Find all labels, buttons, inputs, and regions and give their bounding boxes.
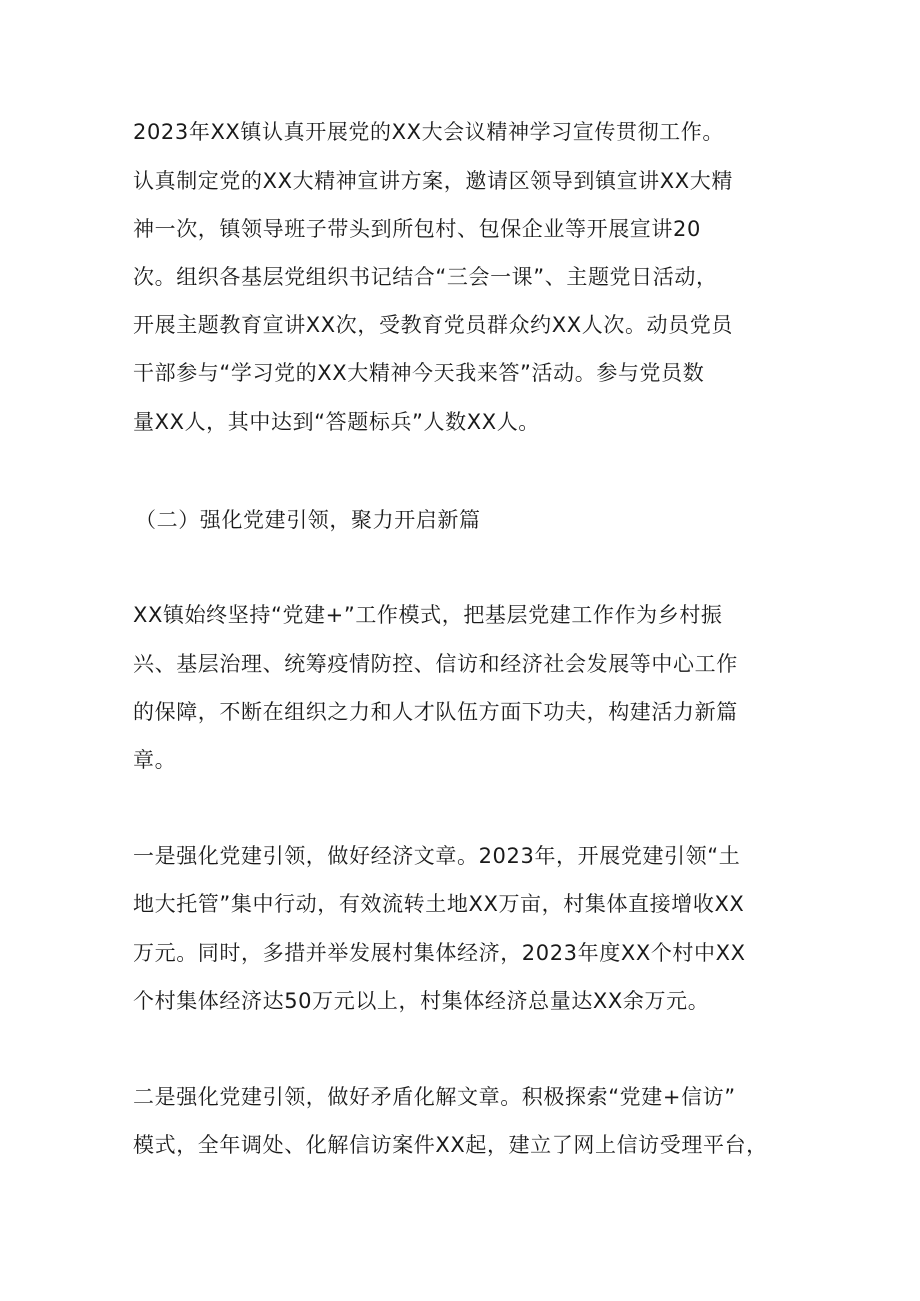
text-line: 万元。同时，多措并举发展村集体经济，2023年度XX个村中XX — [133, 941, 746, 965]
text-line: 模式，全年调处、化解信访案件XX起，建立了网上信访受理平台， — [133, 1133, 768, 1157]
text-line: 量XX人，其中达到“答题标兵”人数XX人。 — [133, 410, 540, 434]
text-line: 干部参与“学习党的XX大精神今天我来答”活动。参与党员数 — [133, 361, 705, 385]
text-line: 神一次，镇领导班子带头到所包村、包保企业等开展宣讲20 — [133, 217, 701, 241]
text-line: XX镇始终坚持“党建+”工作模式，把基层党建工作作为乡村振 — [133, 603, 723, 627]
text-line: 开展主题教育宣讲XX次，受教育党员群众约XX人次。动员党员 — [133, 313, 733, 337]
text-line: 地大托管”集中行动，有效流转土地XX万亩，村集体直接增收XX — [133, 892, 745, 916]
text-line: 次。组织各基层党组织书记结合“三会一课”、主题党日活动， — [133, 265, 718, 289]
text-line: 2023年XX镇认真开展党的XX大会议精神学习宣传贯彻工作。 — [133, 120, 724, 144]
text-line: 兴、基层治理、统筹疫情防控、信访和经济社会发展等中心工作 — [133, 652, 738, 676]
text-line: 二是强化党建引领，做好矛盾化解文章。积极探索“党建+信访” — [133, 1085, 736, 1109]
text-line: 个村集体经济达50万元以上，村集体经济总量达XX余万元。 — [133, 989, 710, 1013]
text-line: 认真制定党的XX大精神宣讲方案，邀请区领导到镇宣讲XX大精 — [133, 169, 733, 193]
section-heading: （二）强化党建引领，聚力开启新篇 — [135, 508, 481, 532]
text-line: 的保障，不断在组织之力和人才队伍方面下功夫，构建活力新篇 — [133, 700, 738, 724]
text-line: 章。 — [133, 748, 177, 772]
text-line: 一是强化党建引领，做好经济文章。2023年，开展党建引领“土 — [133, 844, 741, 868]
